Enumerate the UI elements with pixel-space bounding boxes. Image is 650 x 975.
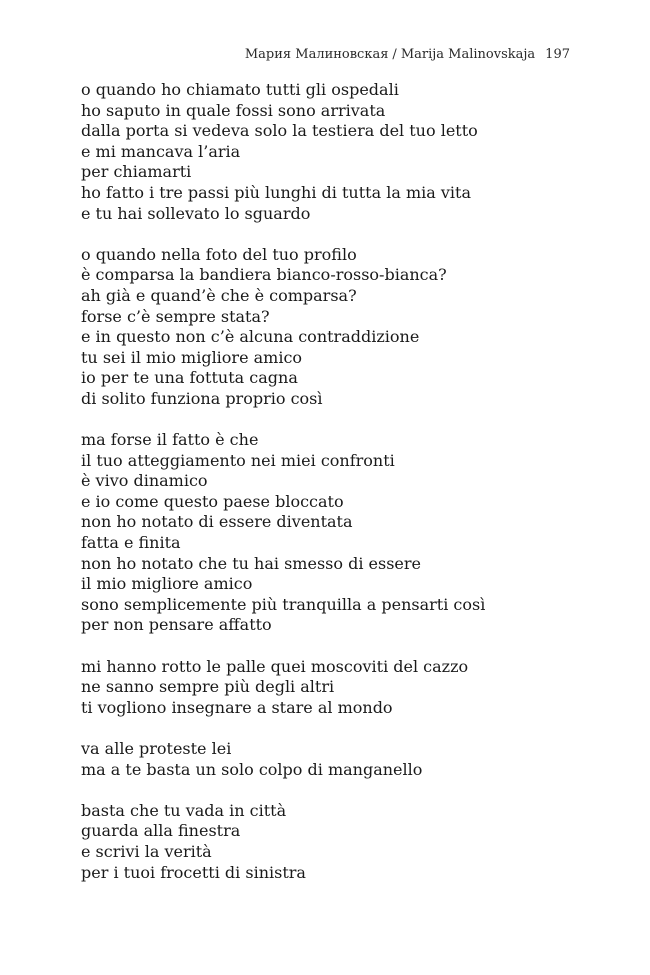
poem-line: e in questo non c’è alcuna contraddizione xyxy=(81,327,420,347)
poem-line: e mi mancava l’aria xyxy=(81,141,241,161)
page-number: 197 xyxy=(545,47,570,62)
running-header xyxy=(245,47,570,63)
poem-line: e io come questo paese bloccato xyxy=(81,491,344,511)
poem-line: ma a te basta un solo colpo di manganello xyxy=(81,759,423,779)
header-separator: / xyxy=(392,47,397,62)
poem-line: io per te una fottuta cagna xyxy=(81,368,298,388)
poem-line: va alle proteste lei xyxy=(81,739,232,758)
poem-line: è vivo dinamico xyxy=(81,471,208,491)
stanza xyxy=(81,801,581,883)
poem-line: di solito funziona proprio così xyxy=(81,388,323,408)
stanza xyxy=(81,430,581,636)
poem-line: dalla porta si vedeva solo la testiera del tuo letto xyxy=(81,121,478,141)
header-author-cyrillic: Мария Малиновская xyxy=(244,47,389,62)
stanza xyxy=(81,657,581,719)
poem-body xyxy=(81,80,581,904)
poem-line: per i tuoi frocetti di sinistra xyxy=(81,862,306,882)
poem-line: ma forse il fatto è che xyxy=(81,430,259,450)
poem-line: ne sanno sempre più degli altri xyxy=(81,677,335,697)
header-author-latin: Marija Malinovskaja xyxy=(400,47,536,62)
poem-line: non ho notato di essere diventata xyxy=(81,512,353,532)
poem-line: basta che tu vada in città xyxy=(81,800,287,820)
poem-line: mi hanno rotto le palle quei moscoviti del cazzo xyxy=(81,656,469,676)
poem-line: o quando nella foto del tuo profilo xyxy=(81,244,357,264)
poem-line: ah già e quand’è che è comparsa? xyxy=(81,285,357,305)
poem-line: fatta e finita xyxy=(81,533,181,553)
poem-line: guarda alla finestra xyxy=(81,821,241,841)
poem-line: il mio migliore amico xyxy=(81,574,253,594)
stanza xyxy=(81,739,581,780)
poem-line: tu sei il mio migliore amico xyxy=(81,347,303,367)
poem-line: e scrivi la verità xyxy=(81,841,212,861)
poem-line: o quando ho chiamato tutti gli ospedali xyxy=(81,80,399,99)
poem-line: sono semplicemente più tranquilla a pensarti così xyxy=(81,594,486,614)
poem-line: non ho notato che tu hai smesso di essere xyxy=(81,553,422,573)
poem-line: il tuo atteggiamento nei miei confronti xyxy=(81,450,395,470)
stanza xyxy=(81,80,581,224)
poem-line: ho saputo in quale fossi sono arrivata xyxy=(81,100,386,120)
poem-line: forse c’è sempre stata? xyxy=(81,306,270,326)
poem-line: e tu hai sollevato lo sguardo xyxy=(81,203,311,223)
poem-line: ho fatto i tre passi più lunghi di tutta la mia vita xyxy=(81,182,471,202)
stanza xyxy=(81,245,581,410)
poem-line: è comparsa la bandiera bianco-rosso-bianca? xyxy=(81,265,447,285)
poem-line: ti vogliono insegnare a stare al mondo xyxy=(81,697,393,717)
poem-line: per chiamarti xyxy=(81,162,192,182)
poem-line: per non pensare affatto xyxy=(81,615,272,635)
